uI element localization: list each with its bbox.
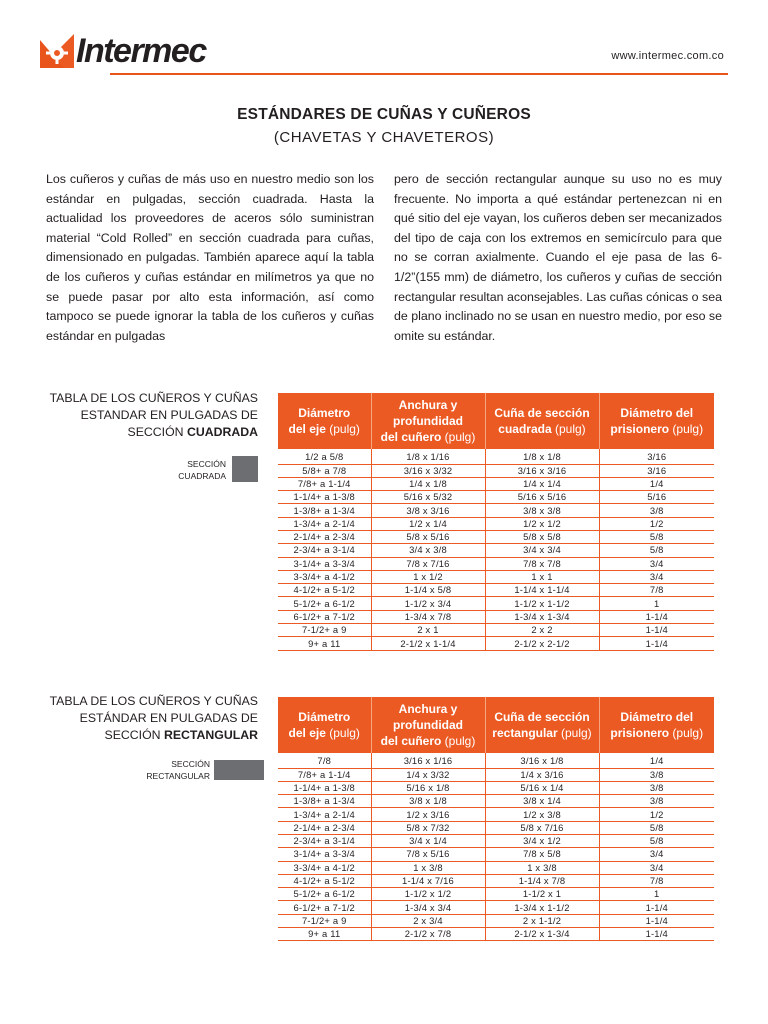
table-cell: 1-3/4+ a 2-1/4 (278, 808, 371, 821)
table-cell: 3/8 (599, 504, 714, 517)
table-cell: 7/8 x 7/16 (371, 557, 485, 570)
table-cell: 7/8 (599, 874, 714, 887)
table-cell: 1-1/4 x 1-1/4 (485, 584, 599, 597)
table-cell: 3/8 x 1/8 (371, 795, 485, 808)
intro-paragraph-right: pero de sección rectangular aunque su uso no es muy frecuente. No importa a qué estándar pertenezcan ni en qué sitio del eje vayan, los cuñeros deben ser mecanizados del tipo de caja con los extremos en semicírculo para que no se corran axialmente. Cuando el eje pasa de las 6-1/2”(155 mm) de diámetro, los cuñeros y cuñas de sección rectangular resultan aconsejables. Las cuñas cónicas o sea de plano inclinado no se usan en nuestro medio, por eso se omite su estándar. (394, 172, 722, 343)
table-cell: 5/8 x 5/8 (485, 530, 599, 543)
table-cell: 3/8 x 3/16 (371, 504, 485, 517)
table-cell: 1 x 1 (485, 570, 599, 583)
table-cell: 1-3/4 x 7/8 (371, 610, 485, 623)
table-row (278, 504, 714, 517)
table-cell: 3/8 (599, 768, 714, 781)
table-cell: 3/16 (599, 464, 714, 477)
table-cell: 3/4 (599, 861, 714, 874)
table-cell: 5/8 x 7/32 (371, 821, 485, 834)
col-header-setscrew-diameter: Diámetro del prisionero (pulg) (599, 393, 714, 449)
col-header-shaft-diameter: Diámetro del eje (pulg) (278, 697, 371, 753)
square-table-caption: TABLA DE LOS CUÑEROS Y CUÑAS ESTANDAR EN PULGADAS DE SECCIÓN CUADRADA (49, 391, 258, 439)
table-row (278, 914, 714, 927)
table-cell: 1-1/4 (599, 624, 714, 637)
table-row (278, 768, 714, 781)
table-cell: 1-1/4+ a 1-3/8 (278, 781, 371, 794)
table-cell: 1/8 x 1/16 (371, 449, 485, 464)
header-divider (110, 73, 728, 75)
table-cell: 1-3/8+ a 1-3/4 (278, 504, 371, 517)
table-cell: 1-1/2 x 1/2 (371, 888, 485, 901)
table-cell: 7/8 x 5/16 (371, 848, 485, 861)
table-cell: 5/16 x 1/4 (485, 781, 599, 794)
table-cell: 2-3/4+ a 3-1/4 (278, 834, 371, 847)
title-main: ESTÁNDARES DE CUÑAS Y CUÑEROS (237, 106, 531, 123)
table-cell: 5-1/2+ a 6-1/2 (278, 888, 371, 901)
table-cell: 1/4 x 3/32 (371, 768, 485, 781)
table-cell: 3/8 (599, 795, 714, 808)
table-cell: 1-1/4 x 7/8 (485, 874, 599, 887)
table-cell: 2-1/2 x 1-1/4 (371, 637, 485, 650)
table-row (278, 477, 714, 490)
table-cell: 7/8+ a 1-1/4 (278, 477, 371, 490)
table-row (278, 637, 714, 650)
table-row (278, 834, 714, 847)
table-cell: 7/8 x 7/8 (485, 557, 599, 570)
table-cell: 1-1/2 x 1-1/2 (485, 597, 599, 610)
table-row (278, 610, 714, 623)
document-title (0, 106, 768, 146)
table-row (278, 874, 714, 887)
table-cell: 1-3/4+ a 2-1/4 (278, 517, 371, 530)
table-cell: 7-1/2+ a 9 (278, 914, 371, 927)
table-cell: 1/4 (599, 477, 714, 490)
table-cell: 5/8 (599, 530, 714, 543)
table-cell: 1 (599, 597, 714, 610)
table-row (278, 808, 714, 821)
table-cell: 1-3/4 x 1-3/4 (485, 610, 599, 623)
table-cell: 5/16 x 5/16 (485, 491, 599, 504)
table-row (278, 491, 714, 504)
table-row (278, 821, 714, 834)
table-cell: 1-1/4 (599, 914, 714, 927)
table-row (278, 597, 714, 610)
table-cell: 3/4 x 3/8 (371, 544, 485, 557)
table-cell: 1/4 x 3/16 (485, 768, 599, 781)
square-keys-table (278, 393, 714, 651)
intro-paragraph-left: Los cuñeros y cuñas de más uso en nuestro medio son los estándar en pulgadas, sección cuadrada. Hasta la actualidad los proveedores de aceros sólo suministran material “Cold Rolled” en sección cuadrada para cuñas, dimensionado en pulgadas. También aparece aquí la tabla de los cuñeros y cuñas estándar en milímetros ya que no se puede pasar por alto esta información, así como tampoco se puede ignorar la tabla de los cuñeros y cuñas estándar en pulgadas (46, 172, 374, 343)
table-cell: 3/4 x 1/2 (485, 834, 599, 847)
table-cell: 1/4 x 1/8 (371, 477, 485, 490)
table-cell: 3-1/4+ a 3-3/4 (278, 557, 371, 570)
table-cell: 1-1/2 x 1 (485, 888, 599, 901)
col-header-setscrew-diameter: Diámetro del prisionero (pulg) (599, 697, 714, 753)
table-cell: 3/4 (599, 557, 714, 570)
table-cell: 1/2 x 3/8 (485, 808, 599, 821)
table-cell: 2 x 1-1/2 (485, 914, 599, 927)
table-cell: 1-3/4 x 3/4 (371, 901, 485, 914)
col-header-shaft-diameter: Diámetro del eje (pulg) (278, 393, 371, 449)
table-header-row (278, 393, 714, 449)
table-cell: 2 x 3/4 (371, 914, 485, 927)
table-cell: 7/8 (278, 753, 371, 768)
brand-name: Intermec (76, 32, 206, 70)
table-cell: 3/16 x 1/8 (485, 753, 599, 768)
rect-table-caption: TABLA DE LOS CUÑEROS Y CUÑAS ESTÁNDAR EN PULGADAS DE SECCIÓN RECTANGULAR (49, 694, 258, 742)
table-cell: 5/8 (599, 821, 714, 834)
table-cell: 3/8 (599, 781, 714, 794)
col-header-key-section: Cuña de sección cuadrada (pulg) (485, 393, 599, 449)
table-cell: 7/8 x 5/8 (485, 848, 599, 861)
table-cell: 1/2 x 1/2 (485, 517, 599, 530)
table-cell: 5/8 x 5/16 (371, 530, 485, 543)
title-subtitle: (CHAVETAS Y CHAVETEROS) (273, 129, 495, 146)
table-cell: 1 x 3/8 (371, 861, 485, 874)
table-row (278, 888, 714, 901)
table-row (278, 753, 714, 768)
table-cell: 2 x 1 (371, 624, 485, 637)
table-cell: 1-1/4 (599, 928, 714, 941)
table-cell: 1/2 (599, 517, 714, 530)
brand-logo (40, 32, 206, 70)
table-cell: 1-1/4+ a 1-3/8 (278, 491, 371, 504)
table-cell: 5/16 x 5/32 (371, 491, 485, 504)
table-row (278, 624, 714, 637)
table-cell: 5-1/2+ a 6-1/2 (278, 597, 371, 610)
table-cell: 9+ a 11 (278, 928, 371, 941)
table-cell: 9+ a 11 (278, 637, 371, 650)
table-cell: 1/2 x 3/16 (371, 808, 485, 821)
table-cell: 2-3/4+ a 3-1/4 (278, 544, 371, 557)
table-cell: 1/4 x 1/4 (485, 477, 599, 490)
table-cell: 1-1/4 x 5/8 (371, 584, 485, 597)
table-cell: 4-1/2+ a 5-1/2 (278, 874, 371, 887)
table-cell: 3/8 x 3/8 (485, 504, 599, 517)
table-cell: 1-1/4 (599, 637, 714, 650)
table-cell: 5/8 (599, 834, 714, 847)
table-row (278, 781, 714, 794)
table-cell: 1 x 1/2 (371, 570, 485, 583)
table-header-row (278, 697, 714, 753)
table-cell: 2-1/2 x 1-3/4 (485, 928, 599, 941)
table-cell: 1-3/8+ a 1-3/4 (278, 795, 371, 808)
table-row (278, 544, 714, 557)
table-cell: 1/2 a 5/8 (278, 449, 371, 464)
table-cell: 7/8 (599, 584, 714, 597)
table-row (278, 901, 714, 914)
table-cell: 5/8+ a 7/8 (278, 464, 371, 477)
table-cell: 1/8 x 1/8 (485, 449, 599, 464)
rect-swatch-label: SECCIÓN RECTANGULAR (146, 759, 210, 781)
table-row (278, 517, 714, 530)
table-row (278, 557, 714, 570)
table-row (278, 449, 714, 464)
table-cell: 3-3/4+ a 4-1/2 (278, 570, 371, 583)
table-cell: 2-1/4+ a 2-3/4 (278, 821, 371, 834)
rect-keys-table (278, 697, 714, 941)
table-cell: 7-1/2+ a 9 (278, 624, 371, 637)
table-row (278, 848, 714, 861)
table-cell: 7/8+ a 1-1/4 (278, 768, 371, 781)
table-cell: 3/8 x 1/4 (485, 795, 599, 808)
table-cell: 3-3/4+ a 4-1/2 (278, 861, 371, 874)
table-row (278, 464, 714, 477)
col-header-keyway-size: Anchura y profundidad del cuñero (pulg) (371, 697, 485, 753)
table-cell: 3/16 x 1/16 (371, 753, 485, 768)
square-section-swatch (232, 456, 258, 482)
table-cell: 2-1/2 x 7/8 (371, 928, 485, 941)
table-cell: 5/8 x 7/16 (485, 821, 599, 834)
table-cell: 3/4 x 3/4 (485, 544, 599, 557)
table-cell: 1-1/4 x 7/16 (371, 874, 485, 887)
table-cell: 1 x 3/8 (485, 861, 599, 874)
table-cell: 6-1/2+ a 7-1/2 (278, 610, 371, 623)
table-cell: 5/16 x 1/8 (371, 781, 485, 794)
table-cell: 4-1/2+ a 5-1/2 (278, 584, 371, 597)
table-cell: 1 (599, 888, 714, 901)
table-cell: 2-1/2 x 2-1/2 (485, 637, 599, 650)
table-cell: 3/4 x 1/4 (371, 834, 485, 847)
table-cell: 1/4 (599, 753, 714, 768)
website-url[interactable]: www.intermec.com.co (611, 50, 724, 62)
table-cell: 5/8 (599, 544, 714, 557)
col-header-key-section: Cuña de sección rectangular (pulg) (485, 697, 599, 753)
table-cell: 3/16 x 3/32 (371, 464, 485, 477)
table-cell: 5/16 (599, 491, 714, 504)
table-cell: 1/2 (599, 808, 714, 821)
table-cell: 3-1/4+ a 3-3/4 (278, 848, 371, 861)
table-row (278, 570, 714, 583)
table-cell: 1/2 x 1/4 (371, 517, 485, 530)
table-cell: 3/4 (599, 848, 714, 861)
table-cell: 1-3/4 x 1-1/2 (485, 901, 599, 914)
table-cell: 3/4 (599, 570, 714, 583)
table-cell: 3/16 x 3/16 (485, 464, 599, 477)
table-row (278, 530, 714, 543)
table-cell: 2-1/4+ a 2-3/4 (278, 530, 371, 543)
page-header (40, 32, 728, 76)
table-cell: 1-1/4 (599, 610, 714, 623)
table-cell: 6-1/2+ a 7-1/2 (278, 901, 371, 914)
square-swatch-label: SECCIÓN CUADRADA (178, 459, 226, 481)
table-row (278, 861, 714, 874)
table-cell: 3/16 (599, 449, 714, 464)
table-cell: 1-1/2 x 3/4 (371, 597, 485, 610)
table-row (278, 584, 714, 597)
rect-section-swatch (214, 760, 264, 780)
table-cell: 1-1/4 (599, 901, 714, 914)
table-row (278, 795, 714, 808)
gear-icon (40, 34, 74, 68)
table-cell: 2 x 2 (485, 624, 599, 637)
table-row (278, 928, 714, 941)
col-header-keyway-size: Anchura y profundidad del cuñero (pulg) (371, 393, 485, 449)
